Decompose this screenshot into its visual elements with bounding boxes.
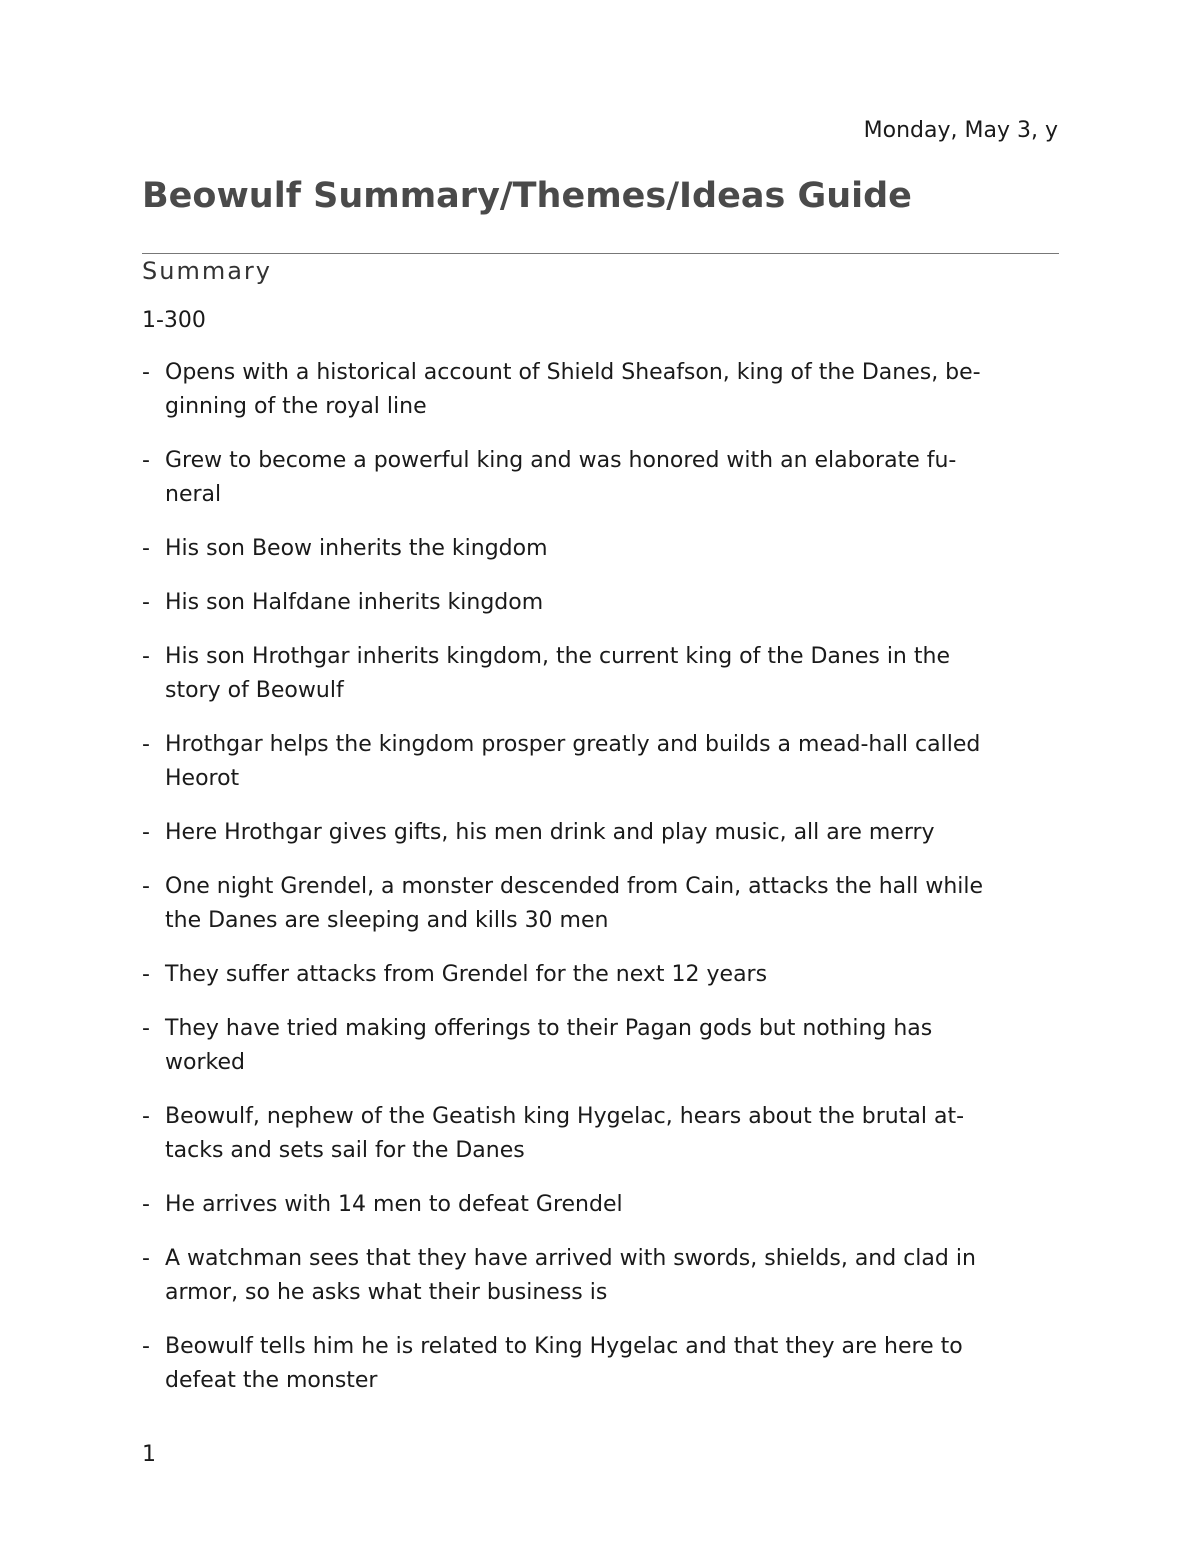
bullet-text-line: defeat the monster (165, 1368, 378, 1393)
bullet-text-line: Opens with a historical account of Shield Sheafson, king of the Danes, be- (165, 360, 981, 385)
bullet-dash: - (142, 1192, 150, 1217)
list-item (142, 1012, 1059, 1080)
list-item (142, 728, 1059, 796)
bullet-text-line: worked (165, 1050, 245, 1075)
page-number: 1 (142, 1442, 156, 1467)
list-item (142, 1330, 1059, 1398)
bullet-text-line: Heorot (165, 766, 240, 791)
bullet-text-line: ginning of the royal line (165, 394, 427, 419)
list-item (142, 816, 1059, 850)
section-heading-summary: Summary (142, 257, 272, 285)
bullet-text-line: Beowulf, nephew of the Geatish king Hygelac, hears about the brutal at- (165, 1104, 965, 1129)
bullet-dash: - (142, 820, 150, 845)
bullet-text-line: tacks and sets sail for the Danes (165, 1138, 525, 1163)
bullet-text-line: Here Hrothgar gives gifts, his men drink and play music, all are merry (165, 820, 935, 845)
bullet-text-line: neral (165, 482, 222, 507)
list-item (142, 958, 1059, 992)
bullet-text-line: A watchman sees that they have arrived with swords, shields, and clad in (165, 1246, 976, 1271)
bullet-text-line: His son Hrothgar inherits kingdom, the current king of the Danes in the (165, 644, 950, 669)
bullet-text-line: One night Grendel, a monster descended from Cain, attacks the hall while (165, 874, 984, 899)
bullet-text-line: story of Beowulf (165, 678, 344, 703)
bullet-dash: - (142, 536, 150, 561)
bullet-dash: - (142, 874, 150, 899)
bullet-text-line: Hrothgar helps the kingdom prosper greatly and builds a mead-hall called (165, 732, 981, 757)
bullet-dash: - (142, 360, 150, 385)
bullet-dash: - (142, 1246, 150, 1271)
bullet-text-line: His son Beow inherits the kingdom (165, 536, 548, 561)
document-title: Beowulf Summary/Themes/Ideas Guide (142, 176, 912, 216)
header-date: Monday, May 3, y (863, 118, 1058, 143)
bullet-text-line: the Danes are sleeping and kills 30 men (165, 908, 609, 933)
title-divider (142, 253, 1059, 254)
bullet-dash: - (142, 732, 150, 757)
list-item (142, 1188, 1059, 1222)
list-item (142, 532, 1059, 566)
list-item (142, 1100, 1059, 1168)
bullet-text-line: They have tried making offerings to their Pagan gods but nothing has (165, 1016, 933, 1041)
list-item (142, 356, 1059, 424)
bullet-text-line: Grew to become a powerful king and was honored with an elaborate fu- (165, 448, 957, 473)
bullet-text-line: They suffer attacks from Grendel for the next 12 years (165, 962, 768, 987)
bullet-dash: - (142, 1334, 150, 1359)
bullet-dash: - (142, 644, 150, 669)
bullet-dash: - (142, 1104, 150, 1129)
bullet-text-line: Beowulf tells him he is related to King Hygelac and that they are here to (165, 1334, 963, 1359)
bullet-text-line: armor, so he asks what their business is (165, 1280, 608, 1305)
list-item (142, 1242, 1059, 1310)
list-item (142, 586, 1059, 620)
list-item (142, 870, 1059, 938)
bullet-dash: - (142, 448, 150, 473)
list-item (142, 444, 1059, 512)
summary-bullet-list (142, 356, 1059, 1418)
line-range-subheading: 1-300 (142, 308, 206, 333)
bullet-text-line: He arrives with 14 men to defeat Grendel (165, 1192, 623, 1217)
bullet-dash: - (142, 962, 150, 987)
bullet-text-line: His son Halfdane inherits kingdom (165, 590, 544, 615)
bullet-dash: - (142, 590, 150, 615)
bullet-dash: - (142, 1016, 150, 1041)
list-item (142, 640, 1059, 708)
